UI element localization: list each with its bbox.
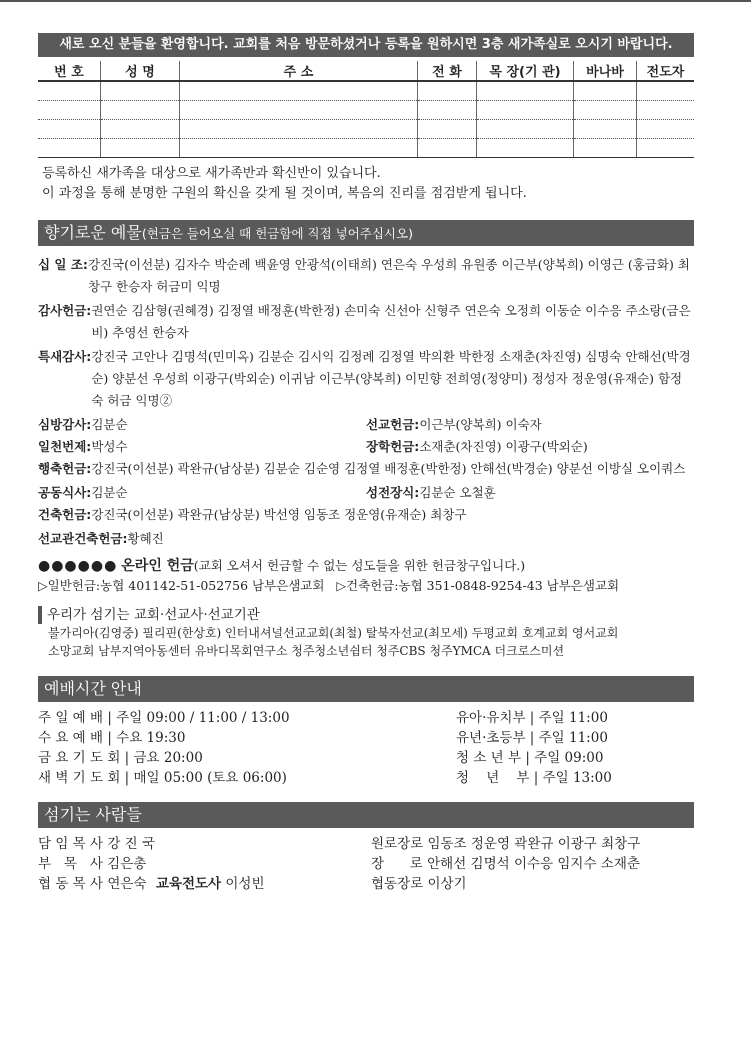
staff-role: 부 목 사 (38, 856, 108, 872)
table-row (38, 101, 694, 120)
service-time: | 주일 09:00 (521, 750, 604, 766)
schedule-item (456, 768, 694, 788)
table-row (38, 81, 694, 101)
staff-col-right (361, 834, 694, 894)
offering-row-tithe (38, 254, 694, 298)
staff-names: 임동조 정운영 곽완규 이광구 최창구 (427, 836, 641, 852)
offering-pair-row (38, 414, 694, 436)
offering-cell (38, 482, 366, 504)
missions-list (38, 624, 694, 660)
offering-label: 건축헌금: (38, 507, 92, 522)
service-time: | 주일 09:00 / 11:00 / 13:00 (103, 710, 290, 726)
worship-schedule (38, 708, 694, 788)
offering-cell (38, 414, 366, 436)
offering-list (38, 254, 694, 550)
table-cell[interactable] (101, 139, 180, 158)
offering-label: 행축헌금: (38, 461, 92, 476)
dots-glyphs: ●●●●●● (38, 558, 118, 574)
offering-label: 일천번제: (38, 439, 92, 454)
offering-label: 심방감사: (38, 417, 92, 432)
registration-table (38, 61, 694, 158)
staff-item (38, 874, 361, 894)
staff-role: 교육전도사 (146, 876, 222, 892)
online-offering-title: 온라인 헌금 (121, 558, 194, 574)
service-time: | 매일 05:00 (토요 06:00) (120, 770, 287, 786)
header-barnabas: 바나바 (574, 61, 637, 81)
service-name: 수 요 예 배 (38, 730, 104, 746)
missions-line: 소망교회 남부지역아동센터 유바디목회연구소 청주청소년쉼터 청주CBS 청주YMCA 더크로스미션 (48, 644, 565, 658)
staff-role: 담 임 목 사 (38, 836, 108, 852)
offering-label: 십 일 조: (38, 257, 88, 272)
table-cell[interactable] (180, 120, 418, 139)
offering-section-header (38, 220, 694, 246)
offering-pair-row (38, 482, 694, 504)
worship-title: 예배시간 안내 (44, 679, 142, 698)
table-cell[interactable] (637, 81, 695, 101)
offering-names: 강진국 고안나 김명석(민미옥) 김분순 김시익 김정례 김정열 박의환 박한정 소재춘(차진영) 심명숙 안해선(박경순) 양분선 우성희 이광구(박외순) 이귀남 이근부(양복희) 이민향 전희영(정양미) 정성자 정운영(유재순) 함정숙 허금 익명② (91, 349, 691, 408)
table-cell[interactable] (180, 139, 418, 158)
missions-line: 불가리아(김영중) 필리핀(한상호) 인터내셔널선교교회(최철) 탈북자선교(최모세) 두평교회 호계교회 영서교회 (48, 626, 619, 640)
table-cell[interactable] (418, 101, 477, 120)
offering-pair-row (38, 436, 694, 458)
staff-role: 협동장로 (371, 876, 428, 892)
offering-label: 장학헌금: (366, 439, 420, 454)
offering-title: 향기로운 예물 (44, 223, 142, 242)
service-name: 유년·초등부 (456, 730, 526, 746)
header-address: 주 소 (180, 61, 418, 81)
table-cell[interactable] (180, 81, 418, 101)
offering-row-thanks (38, 300, 694, 344)
online-offering (38, 556, 694, 596)
staff-names: 이성빈 (221, 876, 265, 892)
staff-role: 협 동 목 사 (38, 876, 108, 892)
staff-names: 이상기 (427, 876, 467, 892)
offering-names: 강진국(이선분) 김자수 박순례 백윤영 안광석(이태희) 연은숙 우성희 유원종 이근부(양복희) 이영근 (홍금화) 최창구 한승자 허금미 익명 (87, 257, 690, 294)
schedule-item (456, 708, 694, 728)
service-name: 새 벽 기 도 회 (38, 770, 121, 786)
table-cell[interactable] (418, 81, 477, 101)
worship-section-header (38, 676, 694, 702)
table-cell[interactable] (637, 101, 695, 120)
bank-accounts: ▷일반헌금:농협 401142-51-052756 남부은샘교회 ▷건축헌금:농협 351-0848-9254-43 남부은샘교회 (38, 578, 620, 593)
staff-title: 섬기는 사람들 (44, 805, 142, 824)
staff-role: 장 로 (371, 856, 428, 872)
staff-names: 강 진 국 (107, 836, 156, 852)
service-time: | 주일 11:00 (525, 730, 608, 746)
service-time: | 주일 13:00 (529, 770, 612, 786)
offering-names: 강진국(이선분) 곽완규(남상분) 김분순 김순영 김정열 배정훈(박한정) 안해선(박경순) 양분선 이방실 오이쿼스 (91, 461, 686, 476)
staff-role: 원로장로 (371, 836, 428, 852)
staff-item (371, 854, 694, 874)
offering-cell (366, 482, 694, 504)
missions-title: 우리가 섬기는 교회·선교사·선교기관 (38, 606, 694, 624)
missions-block (38, 606, 694, 660)
table-cell[interactable] (477, 139, 574, 158)
offering-label: 감사헌금: (38, 303, 92, 318)
schedule-item (38, 768, 366, 788)
offering-names: 강진국(이선분) 곽완규(남상분) 박선영 임동조 정운영(유재순) 최창구 (91, 507, 467, 522)
schedule-item (38, 708, 366, 728)
staff-col-left (38, 834, 361, 894)
table-cell[interactable] (38, 120, 101, 139)
table-row (38, 139, 694, 158)
table-cell[interactable] (477, 81, 574, 101)
service-time: | 수요 19:30 (103, 730, 186, 746)
offering-names: 권연순 김삼형(권혜경) 김정열 배정훈(박한정) 손미숙 신선아 신형주 연은숙 오정희 이동순 이수응 주소랑(금은비) 추영선 한승자 (91, 303, 691, 340)
table-cell[interactable] (418, 120, 477, 139)
table-cell[interactable] (101, 101, 180, 120)
staff-names: 연은숙 (107, 876, 147, 892)
offering-names: 박성수 (91, 439, 128, 454)
staff-list (38, 834, 694, 894)
offering-cell (366, 436, 694, 458)
table-cell[interactable] (38, 139, 101, 158)
table-cell[interactable] (477, 101, 574, 120)
offering-names: 김분순 (91, 485, 128, 500)
header-group: 목 장(기 관) (477, 61, 574, 81)
offering-row-celebration (38, 458, 694, 480)
welcome-banner: 새로 오신 분들을 환영합니다. 교회를 처음 방문하셨거나 등록을 원하시면 3층 새가족실로 오시기 바랍니다. (38, 33, 694, 57)
header-evangelist: 전도자 (637, 61, 695, 81)
dots-icon (38, 558, 117, 573)
offering-label: 선교헌금: (366, 417, 420, 432)
table-cell[interactable] (101, 81, 180, 101)
online-offering-desc: (교회 오셔서 헌금할 수 없는 성도들을 위한 헌금창구입니다.) (193, 558, 526, 573)
table-row (38, 120, 694, 139)
table-cell[interactable] (180, 101, 418, 120)
table-cell[interactable] (574, 120, 637, 139)
note-line: 이 과정을 통해 분명한 구원의 확신을 갖게 될 것이며, 복음의 진리를 점검받게 됩니다. (42, 186, 527, 201)
offering-cell (366, 414, 694, 436)
table-cell[interactable] (477, 120, 574, 139)
header-name: 성 명 (101, 61, 180, 81)
staff-item (371, 874, 694, 894)
schedule-item (38, 748, 366, 768)
bulletin-page (38, 33, 694, 894)
offering-names: 김분순 오철훈 (419, 485, 496, 500)
schedule-item (456, 748, 694, 768)
table-cell[interactable] (574, 81, 637, 101)
table-cell[interactable] (418, 139, 477, 158)
table-cell[interactable] (637, 139, 695, 158)
top-rule (0, 0, 751, 2)
service-name: 청 소 년 부 (456, 750, 522, 766)
table-cell[interactable] (574, 101, 637, 120)
service-name: 유아·유치부 (456, 710, 526, 726)
table-cell[interactable] (38, 101, 101, 120)
header-number: 번 호 (38, 61, 101, 81)
staff-names: 김은총 (107, 856, 147, 872)
offering-names: 황혜진 (127, 531, 164, 546)
service-name: 청 년 부 (456, 770, 530, 786)
offering-label: 공동식사: (38, 485, 92, 500)
service-time: | 금요 20:00 (120, 750, 203, 766)
table-cell[interactable] (637, 120, 695, 139)
offering-subtitle: (현금은 들어오실 때 헌금함에 직접 넣어주십시오) (141, 226, 413, 241)
service-name: 금 요 기 도 회 (38, 750, 121, 766)
table-cell[interactable] (574, 139, 637, 158)
offering-names: 소재춘(차진영) 이광구(박외순) (419, 439, 588, 454)
worship-col-left (38, 708, 366, 788)
registration-notes (42, 164, 694, 204)
offering-row-building (38, 504, 694, 526)
offering-label: 선교관건축헌금: (38, 531, 128, 546)
worship-col-right (366, 708, 694, 788)
offering-names: 김분순 (91, 417, 128, 432)
online-offering-heading (38, 556, 694, 576)
offering-row-mission-building (38, 528, 694, 550)
offering-row-special (38, 346, 694, 412)
table-cell[interactable] (38, 81, 101, 101)
staff-section-header (38, 802, 694, 828)
schedule-item (38, 728, 366, 748)
offering-label: 성전장식: (366, 485, 420, 500)
staff-item (371, 834, 694, 854)
staff-item (38, 834, 361, 854)
offering-label: 특새감사: (38, 349, 92, 364)
service-time: | 주일 11:00 (525, 710, 608, 726)
note-line: 등록하신 새가족을 대상으로 새가족반과 확신반이 있습니다. (42, 166, 381, 181)
schedule-item (456, 728, 694, 748)
staff-item (38, 854, 361, 874)
offering-cell (38, 436, 366, 458)
header-phone: 전 화 (418, 61, 477, 81)
service-name: 주 일 예 배 (38, 710, 104, 726)
table-cell[interactable] (101, 120, 180, 139)
offering-names: 이근부(양복희) 이숙자 (419, 417, 542, 432)
staff-names: 안해선 김명석 이수응 임지수 소재춘 (427, 856, 640, 872)
